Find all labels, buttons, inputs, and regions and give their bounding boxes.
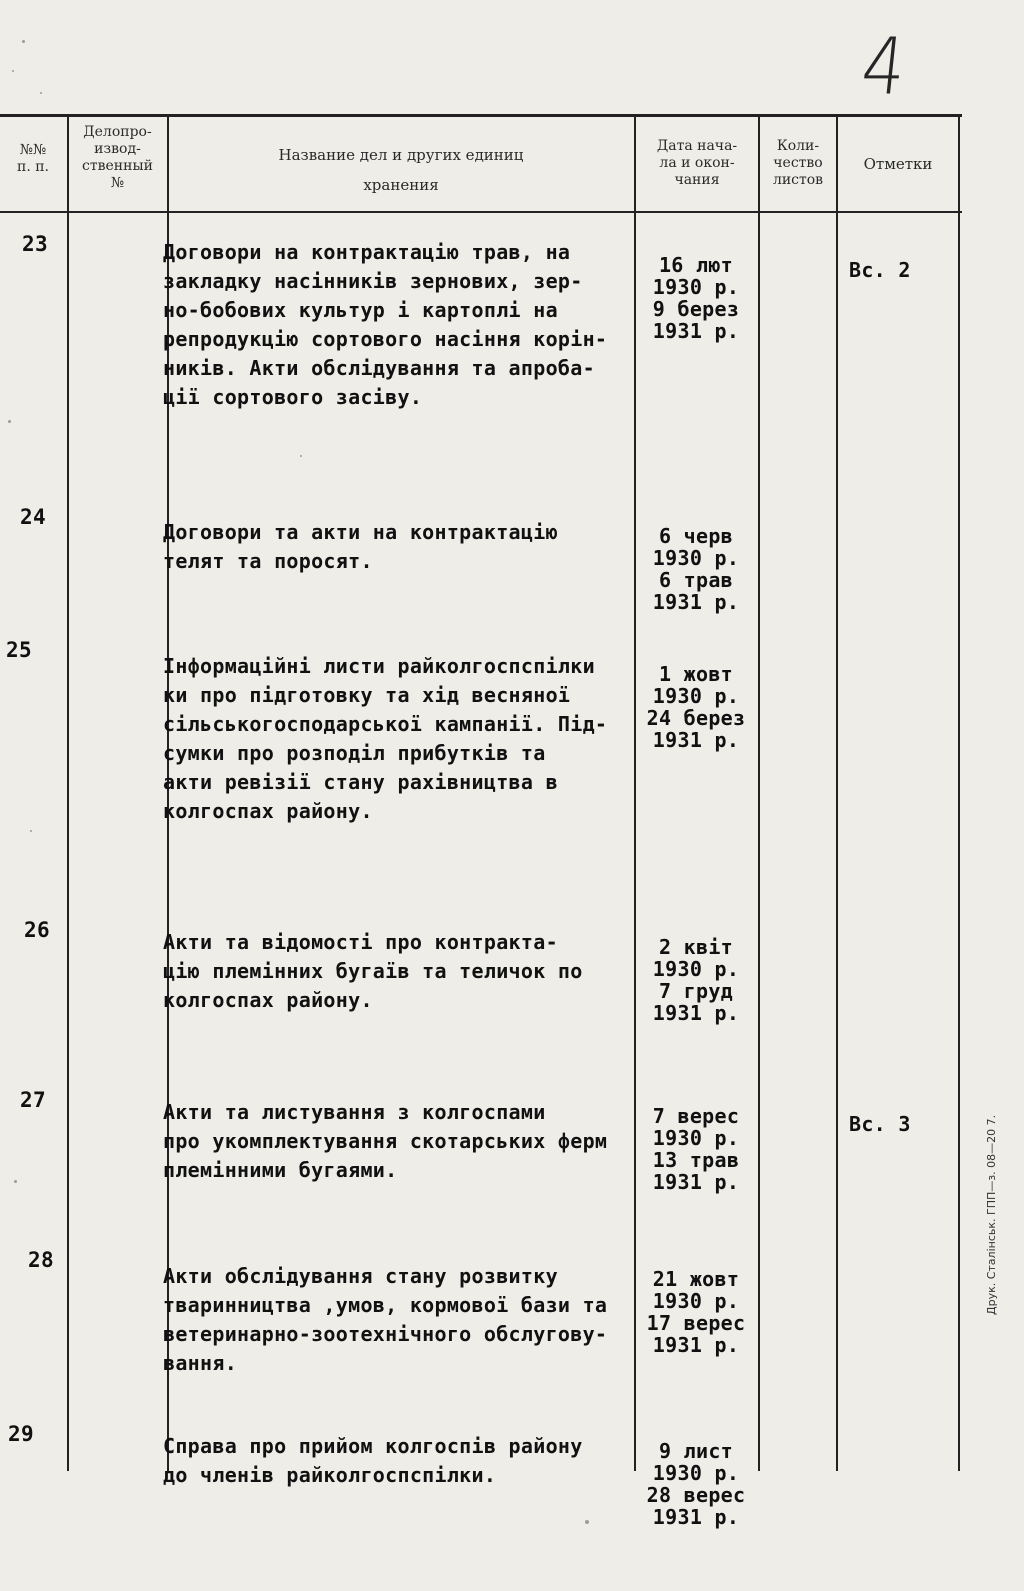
row-dates: 7 верес 1930 р. 13 трав 1931 р. bbox=[652, 1104, 740, 1194]
page-number: 4 bbox=[857, 22, 911, 113]
row-title: Акти та листування з колгоспами про укомплектування скотарських ферм племінними бугаями. bbox=[163, 1100, 608, 1182]
row-number: 29 bbox=[8, 1422, 34, 1446]
scan-speck bbox=[585, 1520, 589, 1524]
row-number: 27 bbox=[20, 1088, 46, 1112]
scan-speck bbox=[14, 1180, 17, 1183]
header-notes: Отметки bbox=[863, 155, 933, 173]
column-divider bbox=[758, 116, 760, 1471]
printer-imprint: Друк. Сталінськ. ГПП—з. 08—20 7. bbox=[985, 1114, 998, 1315]
row-title: Справа про прийом колгоспів району до членів райколгоспспілки. bbox=[163, 1434, 583, 1487]
row-note: Вс. 3 bbox=[849, 1112, 911, 1136]
column-divider bbox=[836, 116, 838, 1471]
row-dates: 6 черв 1930 р. 6 трав 1931 р. bbox=[652, 524, 740, 614]
header-title: Название дел и других единиц хранения bbox=[278, 146, 524, 194]
column-divider bbox=[958, 116, 960, 1471]
header-dates: Дата нача- ла и окон- чания bbox=[656, 138, 738, 188]
header-bottom-rule bbox=[0, 211, 962, 213]
row-dates: 21 жовт 1930 р. 17 верес 1931 р. bbox=[646, 1267, 746, 1357]
header-number: №№ п. п. bbox=[16, 142, 49, 175]
row-dates: 2 квіт 1930 р. 7 груд 1931 р. bbox=[652, 935, 740, 1025]
row-dates: 1 жовт 1930 р. 24 берез 1931 р. bbox=[646, 662, 746, 752]
row-number: 24 bbox=[20, 505, 46, 529]
scan-speck bbox=[12, 70, 14, 72]
row-number: 25 bbox=[6, 638, 32, 662]
scan-speck bbox=[30, 830, 32, 832]
row-title: Акти обслідування стану розвитку тваринництва ,умов, кормової бази та ветеринарно-зоотехнічного обслугову- вання. bbox=[163, 1264, 608, 1375]
header-sheet-count: Коли- чество листов bbox=[772, 138, 824, 188]
row-number: 26 bbox=[24, 918, 50, 942]
row-dates: 9 лист 1930 р. 28 верес 1931 р. bbox=[646, 1439, 746, 1529]
row-title: Інформаційні листи райколгоспспілки ки про підготовку та хід весняної сільськогосподарської кампанії. Під- сумки про розподіл прибутків та акти ревізії стану рахівництва в колгоспах району. bbox=[163, 654, 608, 823]
row-number: 23 bbox=[22, 232, 48, 256]
scan-speck bbox=[8, 420, 11, 423]
row-title: Договори та акти на контрактацію телят та поросят. bbox=[163, 520, 558, 573]
row-dates: 16 лют 1930 р. 9 берез 1931 р. bbox=[652, 253, 740, 343]
table-top-rule bbox=[0, 114, 962, 117]
row-number: 28 bbox=[28, 1248, 54, 1272]
scan-speck bbox=[40, 92, 42, 94]
row-note: Вс. 2 bbox=[849, 258, 911, 282]
scan-speck bbox=[22, 40, 25, 43]
row-title: Договори на контрактацію трав, на закладку насінників зернових, зер- но-бобових культур і картоплі на репродукцію сортового насіння корін- ників. Акти обслідування та апроба- ції сортового засіву. bbox=[163, 240, 608, 409]
header-clerical-number: Делопро- извод- ственный № bbox=[82, 124, 153, 191]
column-divider bbox=[67, 116, 69, 1471]
row-title: Акти та відомості про контракта- цію племінних бугаїв та теличок по колгоспах району. bbox=[163, 930, 583, 1012]
scan-speck bbox=[300, 455, 302, 457]
